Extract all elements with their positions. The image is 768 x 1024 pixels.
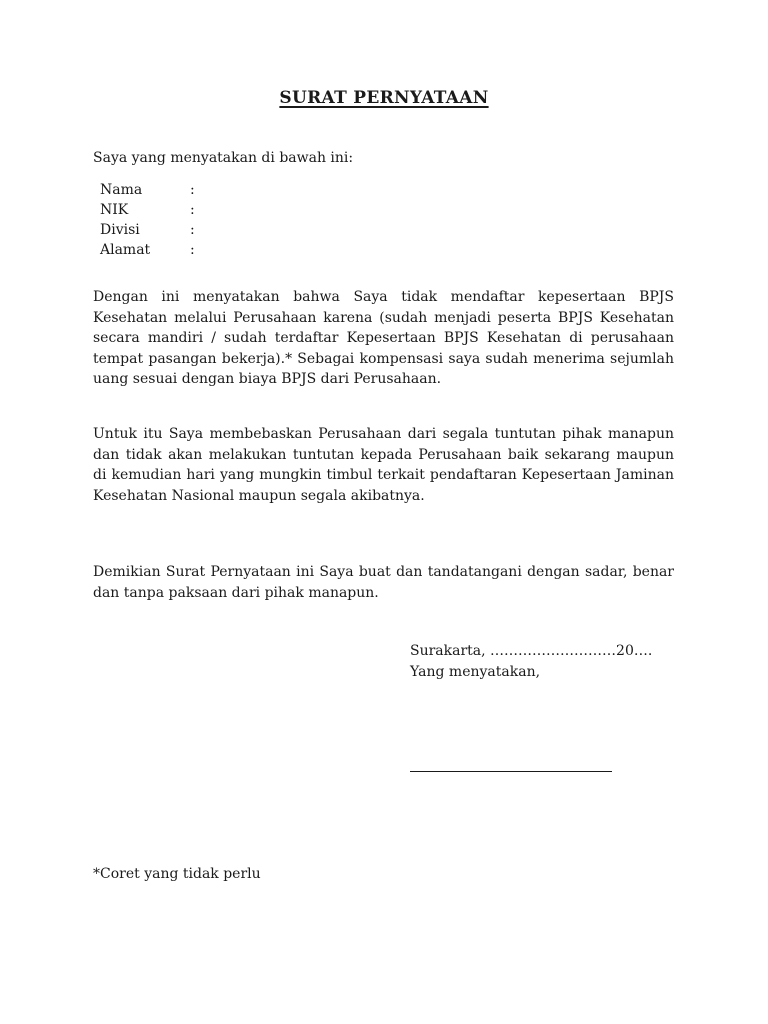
- document-title: [0, 88, 768, 108]
- field-row-divisi: [100, 220, 210, 240]
- field-label-nik: NIK: [100, 202, 129, 218]
- signature-line: [410, 771, 612, 772]
- signature-block: [410, 641, 652, 682]
- field-colon: :: [190, 182, 195, 198]
- field-label-nama: Nama: [100, 182, 143, 198]
- paragraph-closing: Demikian Surat Pernyataan ini Saya buat dan tandatangani dengan sadar, benar dan tanpa paksaan dari pihak manapun.: [93, 564, 674, 601]
- field-colon: :: [190, 202, 195, 218]
- footnote: *Coret yang tidak perlu: [93, 866, 261, 882]
- identity-fields: [100, 180, 210, 260]
- place-date: Surakarta, ………………………20….: [410, 643, 653, 659]
- paragraph-declaration: Dengan ini menyatakan bahwa Saya tidak mendaftar kepesertaan BPJS Kesehatan melalui Perusahaan karena (sudah menjadi peserta BPJS Kesehatan secara mandiri / sudah terdaftar Kepesertaan BPJS Kesehatan di perusahaan tempat pasangan bekerja).* Sebagai kompensasi saya sudah menerima sejumlah uang sesuai dengan biaya BPJS dari Perusahaan.: [93, 289, 674, 388]
- field-row-nik: [100, 200, 210, 220]
- field-colon: :: [190, 222, 195, 238]
- paragraph-release: Untuk itu Saya membebaskan Perusahaan dari segala tuntutan pihak manapun dan tidak akan melakukan tuntutan kepada Perusahaan baik sekarang maupun di kemudian hari yang mungkin timbul terkait pendaftaran Kepesertaan Jaminan Kesehatan Nasional maupun segala akibatnya.: [93, 426, 674, 504]
- field-row-nama: [100, 180, 210, 200]
- signer-label: Yang menyatakan,: [410, 663, 541, 680]
- document-title-text: SURAT PERNYATAAN: [279, 88, 489, 108]
- field-colon: :: [190, 242, 195, 258]
- field-label-divisi: Divisi: [100, 222, 140, 238]
- field-row-alamat: [100, 240, 210, 260]
- intro-text: Saya yang menyatakan di bawah ini:: [93, 150, 354, 166]
- field-label-alamat: Alamat: [100, 242, 151, 258]
